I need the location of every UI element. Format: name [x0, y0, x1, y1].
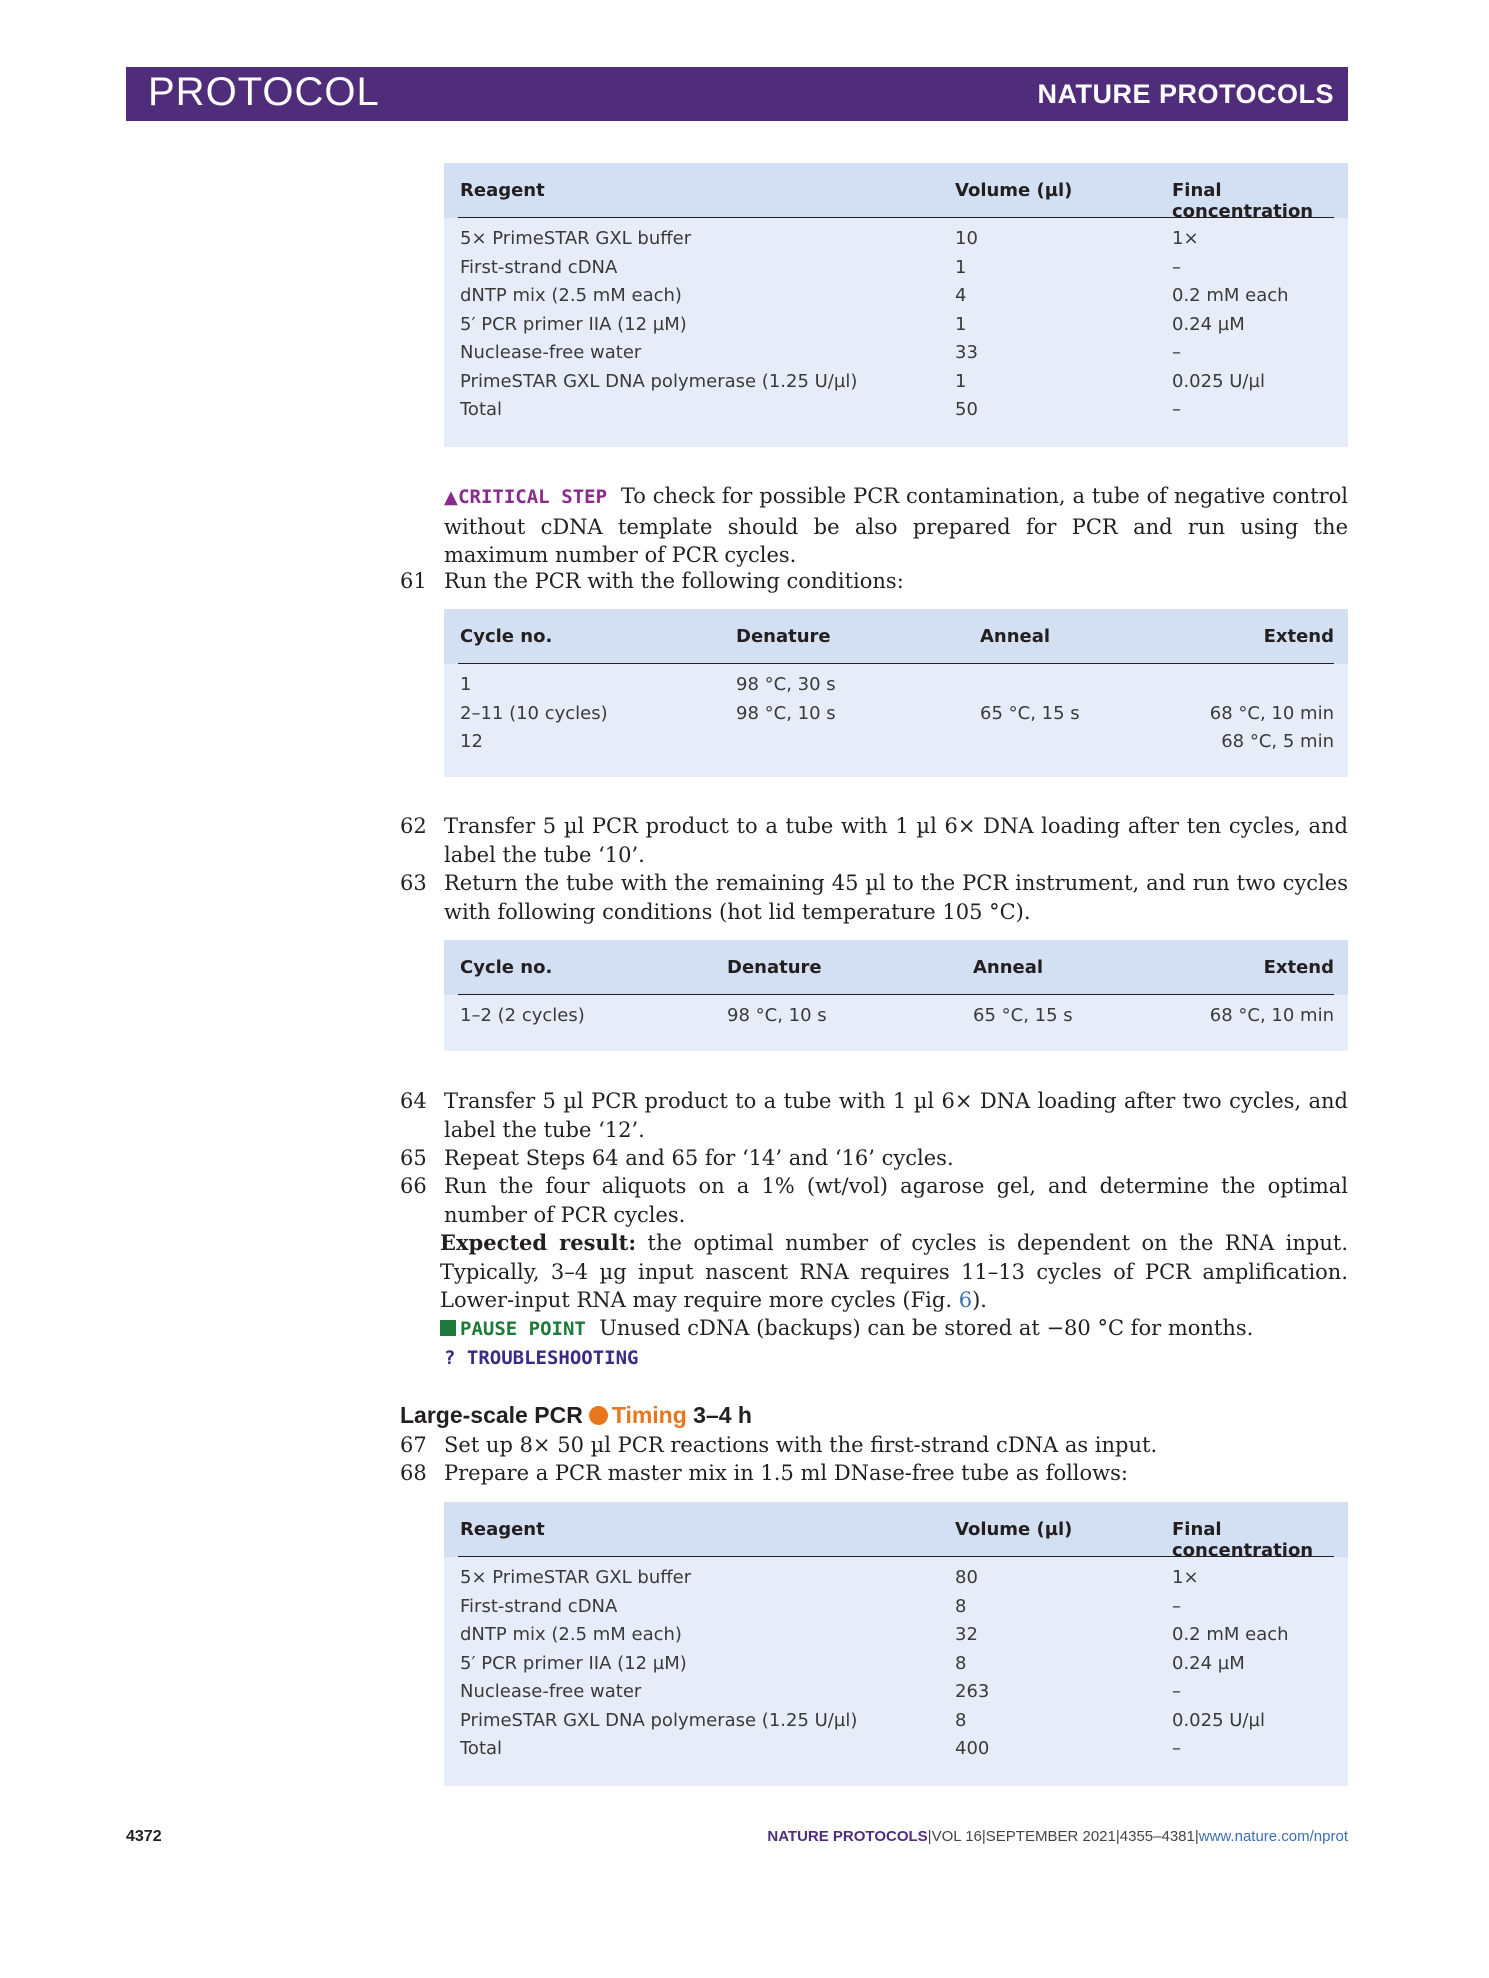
table-header [444, 940, 1348, 995]
column-header: Anneal [973, 957, 1044, 978]
table-cell: PrimeSTAR GXL DNA polymerase (1.25 U/µl) [460, 1709, 858, 1731]
expected-result-tail: ). [972, 1288, 987, 1312]
table-cell: 32 [955, 1624, 978, 1645]
table-row [444, 1650, 1348, 1679]
step-number: 67 [400, 1433, 427, 1457]
step-text: Repeat Steps 64 and 65 for ‘14’ and ‘16’ cycles. [444, 1146, 954, 1170]
step-text: Transfer 5 µl PCR product to a tube with 1 µl 6× DNA loading after ten cycles, and label the tube ‘10’. [444, 814, 1348, 867]
timing-label: Timing [611, 1402, 687, 1428]
column-header: Reagent [460, 1519, 545, 1540]
header-rule [458, 1556, 1334, 1557]
column-header: Cycle no. [460, 957, 553, 978]
table-row [444, 1735, 1348, 1764]
footer-volume: VOL 16 [931, 1828, 982, 1845]
table-row [444, 1564, 1348, 1593]
step-number: 66 [400, 1174, 427, 1198]
step-number: 64 [400, 1089, 427, 1113]
table-row [444, 728, 1348, 757]
table-row [444, 700, 1348, 729]
table-cell: 98 °C, 10 s [736, 702, 836, 724]
figure-link[interactable]: 6 [958, 1288, 973, 1312]
table-cell: Nuclease-free water [460, 342, 642, 363]
column-header: Denature [727, 957, 822, 978]
pause-point-label: PAUSE POINT [460, 1318, 586, 1340]
table-row [444, 282, 1348, 311]
table-cell: – [1172, 1595, 1181, 1617]
column-header: Final concentration [1172, 1519, 1314, 1561]
step-text: Set up 8× 50 µl PCR reactions with the first-strand cDNA as input. [444, 1433, 1158, 1457]
reagent-table-small [444, 163, 1348, 447]
step-text: Prepare a PCR master mix in 1.5 ml DNase-free tube as follows: [444, 1461, 1128, 1485]
expected-result-label: Expected result: [440, 1230, 637, 1255]
table-cell: – [1172, 256, 1181, 278]
expected-result [440, 1229, 1348, 1315]
table-cell: 263 [955, 1681, 990, 1702]
header-rule [458, 663, 1334, 664]
header-rule [458, 994, 1334, 995]
step-number: 63 [400, 871, 427, 895]
table-row [444, 671, 1348, 700]
footer-citation: NATURE PROTOCOLS|VOL 16|SEPTEMBER 2021|4355–4381|www.nature.com/nprot [767, 1828, 1348, 1845]
table-row [444, 339, 1348, 368]
table-cell: 98 °C, 30 s [736, 674, 836, 695]
page-number: 4372 [126, 1828, 162, 1845]
table-cell: 5′ PCR primer IIA (12 µM) [460, 1652, 687, 1674]
table-cell: 5× PrimeSTAR GXL buffer [460, 228, 692, 249]
footer-date: SEPTEMBER 2021 [985, 1828, 1116, 1845]
table-cell: – [1172, 1738, 1181, 1759]
table-cell: 12 [460, 731, 483, 752]
step-text: Run the four aliquots on a 1% (wt/vol) agarose gel, and determine the optimal number of PCR cycles. [444, 1174, 1348, 1227]
table-cell: 65 °C, 15 s [973, 1005, 1073, 1026]
column-header: Volume (µl) [955, 180, 1073, 201]
table-row [444, 1678, 1348, 1707]
section-type: PROTOCOL [148, 70, 380, 114]
column-header: Anneal [980, 626, 1051, 647]
table-cell: dNTP mix (2.5 mM each) [460, 1624, 682, 1645]
table-row [444, 1002, 1348, 1031]
critical-step [444, 482, 1348, 570]
table-cell: 400 [955, 1738, 990, 1759]
table-row [444, 396, 1348, 425]
table-cell: 1 [955, 370, 967, 392]
reagent-table-large [444, 1502, 1348, 1786]
table-cell: 1× [1172, 228, 1199, 249]
table-cell: 0.24 µM [1172, 313, 1245, 335]
table-cell: 0.025 U/µl [1172, 1709, 1265, 1731]
table-cell: 33 [955, 342, 978, 363]
table-cell: 1 [955, 256, 967, 278]
table-row [444, 1593, 1348, 1622]
table-cell: 0.2 mM each [1172, 285, 1289, 306]
troubleshooting-label[interactable]: ? TROUBLESHOOTING [444, 1347, 639, 1369]
timing-value: 3–4 h [693, 1402, 752, 1428]
table-cell: – [1172, 1681, 1181, 1702]
section-title: Large-scale PCR [400, 1402, 583, 1428]
table-cell: dNTP mix (2.5 mM each) [460, 285, 682, 306]
step-text: Run the PCR with the following conditions: [444, 569, 904, 593]
table-cell: 0.2 mM each [1172, 1624, 1289, 1645]
table-cell: 8 [955, 1595, 967, 1617]
column-header: Denature [736, 626, 831, 647]
footer-journal: NATURE PROTOCOLS [767, 1828, 928, 1845]
column-header: Extend [1263, 957, 1334, 978]
table-row [444, 254, 1348, 283]
timing-dot-icon [589, 1406, 608, 1425]
footer-url[interactable]: www.nature.com/nprot [1198, 1828, 1348, 1845]
table-cell: 5′ PCR primer IIA (12 µM) [460, 313, 687, 335]
table-cell: Total [460, 1738, 503, 1759]
header-banner [126, 67, 1348, 121]
step-number: 68 [400, 1461, 427, 1485]
table-row [444, 368, 1348, 397]
table-row [444, 1621, 1348, 1650]
table-cell: 1 [460, 674, 472, 695]
table-cell: 1 [955, 313, 967, 335]
table-cell: 0.025 U/µl [1172, 370, 1265, 392]
table-cell: 8 [955, 1709, 967, 1731]
table-cell: – [1172, 342, 1181, 363]
table-cell: PrimeSTAR GXL DNA polymerase (1.25 U/µl) [460, 370, 858, 392]
table-header [444, 163, 1348, 222]
column-header: Volume (µl) [955, 1519, 1073, 1540]
table-cell: 80 [955, 1567, 978, 1588]
critical-step-text: To check for possible PCR contamination, a tube of negative control without cDNA template should be also prepared for PCR and run using the maximum number of PCR cycles. [444, 484, 1349, 567]
section-heading [400, 1402, 752, 1429]
column-header: Cycle no. [460, 626, 553, 647]
table-cell: 65 °C, 15 s [980, 702, 1080, 724]
table-cell: 10 [955, 228, 978, 249]
table-cell: 8 [955, 1652, 967, 1674]
table-cell: 1–2 (2 cycles) [460, 1005, 585, 1026]
troubleshooting-link[interactable] [444, 1343, 1348, 1373]
column-header: Final concentration [1172, 180, 1314, 222]
cycle-table-1 [444, 609, 1348, 777]
table-row [444, 225, 1348, 254]
step-number: 65 [400, 1146, 427, 1170]
table-cell: 2–11 (10 cycles) [460, 702, 608, 724]
column-header: Extend [1263, 626, 1334, 647]
table-row [444, 311, 1348, 340]
table-cell: – [1172, 399, 1181, 420]
table-cell: Nuclease-free water [460, 1681, 642, 1702]
step-text: Transfer 5 µl PCR product to a tube with 1 µl 6× DNA loading after two cycles, and label the tube ‘12’. [444, 1089, 1348, 1142]
pause-point-text: Unused cDNA (backups) can be stored at −80 °C for months. [599, 1316, 1254, 1340]
step-number: 61 [400, 569, 427, 593]
step-number: 62 [400, 814, 427, 838]
table-cell: 1× [1172, 1567, 1199, 1588]
table-row [444, 1707, 1348, 1736]
table-cell: 98 °C, 10 s [727, 1005, 827, 1026]
table-cell: 0.24 µM [1172, 1652, 1245, 1674]
table-cell: 68 °C, 5 min [1221, 731, 1334, 752]
table-cell: 4 [955, 285, 967, 306]
warning-triangle-icon: ▲ [444, 487, 459, 508]
table-cell: First-strand cDNA [460, 1595, 618, 1617]
critical-step-label: CRITICAL STEP [458, 486, 608, 508]
pause-point [440, 1314, 1348, 1344]
header-rule [458, 217, 1334, 218]
table-cell: First-strand cDNA [460, 256, 618, 278]
step-text: Return the tube with the remaining 45 µl to the PCR instrument, and run two cycles with following conditions (hot lid temperature 105 °C). [444, 871, 1348, 924]
table-header [444, 1502, 1348, 1561]
cycle-table-2 [444, 940, 1348, 1051]
table-cell: 68 °C, 10 min [1209, 702, 1334, 724]
table-cell: 68 °C, 10 min [1209, 1005, 1334, 1026]
footer-pages: 4355–4381 [1119, 1828, 1195, 1845]
pause-square-icon [440, 1320, 456, 1336]
journal-name: NATURE PROTOCOLS [1037, 79, 1334, 109]
table-cell: 5× PrimeSTAR GXL buffer [460, 1567, 692, 1588]
table-header [444, 609, 1348, 664]
table-cell: 50 [955, 399, 978, 420]
expected-result-text: the optimal number of cycles is dependent on the RNA input. Typically, 3–4 µg input nascent RNA requires 11–13 cycles of PCR amplification. Lower-input RNA may require more cycles (Fig. [440, 1231, 1348, 1312]
column-header: Reagent [460, 180, 545, 201]
table-cell: Total [460, 399, 503, 420]
